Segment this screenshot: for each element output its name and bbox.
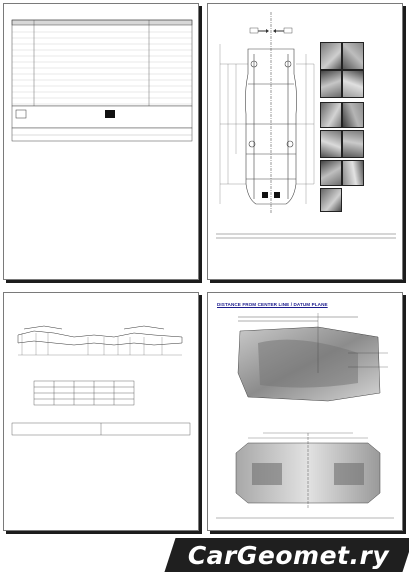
- detail-photo: [320, 42, 342, 70]
- page-thumbnail-underbody-top-view[interactable]: [207, 3, 403, 280]
- detail-photo: [342, 102, 364, 128]
- distance-drawings: [208, 293, 402, 530]
- page-thumbnail-distance-center-line[interactable]: [207, 292, 403, 531]
- detail-photo: [342, 70, 364, 98]
- dimension-table: [4, 4, 198, 279]
- detail-photo: [320, 188, 342, 212]
- detail-photo: [320, 102, 342, 128]
- detail-photo: [320, 70, 342, 98]
- page-thumbnail-dimension-table[interactable]: [3, 3, 199, 280]
- underbody-plan-drawing: [208, 4, 402, 279]
- side-view-drawing: [4, 293, 198, 530]
- page-heading: DISTANCE FROM CENTER LINE / DATUM PLANE: [217, 302, 328, 307]
- page-thumbnail-side-view[interactable]: [3, 292, 199, 531]
- detail-photo: [342, 42, 364, 70]
- photo-column: [320, 42, 364, 212]
- detail-photo: [320, 160, 342, 186]
- detail-photo: [320, 130, 342, 158]
- logo-text: CarGeomet.ry: [188, 540, 390, 570]
- detail-photo: [342, 130, 364, 158]
- cargeometry-logo: [164, 538, 409, 572]
- detail-photo: [342, 160, 364, 186]
